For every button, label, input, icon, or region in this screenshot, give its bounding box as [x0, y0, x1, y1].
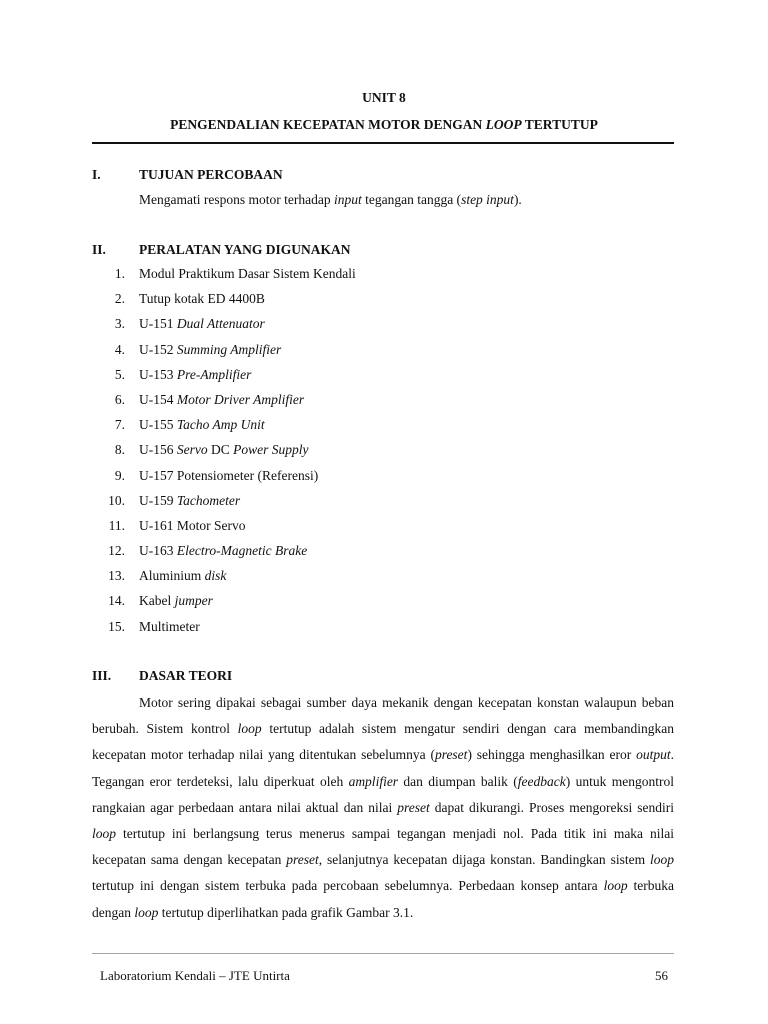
list-item-text: Electro-Magnetic Brake — [176, 543, 308, 559]
section-number-ii: II. — [92, 242, 106, 257]
italic-term: output — [636, 747, 671, 763]
equipment-list — [100, 265, 356, 643]
list-item-text: Multimeter — [139, 618, 200, 634]
list-item-text: DC — [207, 442, 234, 458]
list-item-text: Tachometer — [176, 492, 241, 508]
list-item — [100, 592, 356, 617]
italic-term: preset — [286, 852, 319, 868]
tujuan-text: Mengamati respons motor terhadap input tegangan tangga (step input). — [139, 192, 522, 207]
list-item-text: U-152 — [139, 341, 177, 357]
italic-term: feedback — [517, 773, 566, 789]
list-item-text: Dual Attenuator — [176, 316, 265, 332]
list-item-text: Tacho Amp Unit — [176, 417, 265, 433]
list-item-text: Modul Praktikum Dasar Sistem Kendali — [139, 266, 356, 281]
list-item-number: 10. — [108, 492, 125, 508]
section-number-iii: III. — [92, 668, 112, 683]
page-number: 56 — [655, 968, 668, 983]
list-item — [100, 517, 356, 542]
paragraph-text: tertutup ini dengan sistem terbuka pada percobaan sebelumnya. Perbedaan konsep antara — [92, 878, 604, 894]
title-divider — [92, 142, 674, 144]
paragraph-text: ) untuk mengontrol rangkaian agar perbedaan antara nilai aktual dan nilai — [92, 773, 674, 815]
list-item-text: U-161 Motor Servo — [139, 517, 246, 533]
list-item-text: jumper — [174, 593, 213, 609]
italic-term: loop — [134, 904, 159, 920]
list-item-number: 1. — [114, 266, 125, 281]
list-item-number: 6. — [114, 391, 125, 407]
list-item — [100, 341, 356, 366]
italic-term: preset — [434, 747, 468, 763]
section-heading-peralatan: PERALATAN YANG DIGUNAKAN — [139, 242, 351, 257]
list-item — [100, 492, 356, 517]
list-item-number: 11. — [108, 517, 125, 533]
list-item-text: U-157 Potensiometer (Referensi) — [139, 467, 319, 483]
paragraph-text: dan diumpan balik ( — [398, 773, 518, 789]
list-item — [100, 441, 356, 466]
list-item — [100, 542, 356, 567]
list-item — [100, 567, 356, 592]
paragraph-text: tertutup ini berlangsung terus menerus sampai tegangan menjadi nol. Pada titik ini maka nilai kecepatan sama dengan kecepatan — [92, 826, 674, 868]
section-heading-dasar-teori: DASAR TEORI — [139, 668, 233, 683]
list-item — [100, 290, 356, 315]
list-item — [100, 618, 356, 643]
list-item-number: 12. — [108, 543, 125, 559]
list-item-text: Motor Driver Amplifier — [176, 391, 305, 407]
list-item-number: 8. — [114, 442, 125, 458]
list-item-text: U-156 — [139, 442, 177, 458]
paragraph-text: dapat dikurangi. Proses mengoreksi sendiri — [429, 799, 674, 815]
list-item-text: Tutup kotak ED 4400B — [139, 291, 265, 307]
unit-heading: UNIT 8 — [362, 90, 406, 105]
list-item-text: U-155 — [139, 417, 177, 433]
italic-term: preset — [397, 799, 430, 815]
page-title: PENGENDALIAN KECEPATAN MOTOR DENGAN LOOP TERTUTUP — [170, 117, 598, 132]
list-item-number: 7. — [114, 417, 125, 433]
paragraph-text: , selanjutnya kecepatan dijaga konstan. Bandingkan sistem — [318, 852, 650, 868]
italic-term: loop — [92, 826, 117, 842]
list-item-text: disk — [204, 568, 227, 584]
list-item — [100, 366, 356, 391]
italic-term: loop — [237, 721, 262, 737]
list-item-number: 2. — [114, 291, 125, 307]
list-item-text: Power Supply — [233, 442, 309, 458]
list-item-number: 3. — [114, 316, 125, 332]
list-item — [100, 416, 356, 441]
list-item-text: Summing Amplifier — [176, 341, 282, 357]
list-item-text: Kabel — [139, 593, 175, 609]
dasar-teori-paragraph — [92, 690, 674, 926]
list-item-number: 13. — [108, 568, 125, 584]
list-item — [100, 265, 356, 290]
footer-divider — [92, 953, 674, 954]
list-item-number: 4. — [114, 341, 125, 357]
section-heading-tujuan: TUJUAN PERCOBAAN — [139, 167, 283, 182]
paragraph-text: ) sehingga menghasilkan eror — [467, 747, 637, 763]
list-item — [100, 391, 356, 416]
list-item-text: U-153 — [139, 366, 177, 382]
footer-lab-name: Laboratorium Kendali – JTE Untirta — [100, 968, 290, 983]
list-item-text: U-154 — [139, 391, 177, 407]
list-item-number: 5. — [114, 366, 125, 382]
list-item — [100, 467, 356, 492]
section-number-i: I. — [92, 167, 101, 182]
paragraph-text: tertutup adalah sistem mengatur sendiri dengan cara membandingkan kecepatan motor terhadap nilai yang ditentukan sebelumnya ( — [92, 721, 675, 763]
paragraph-text: tertutup diperlihatkan pada grafik Gambar 3.1. — [158, 904, 414, 920]
list-item-text: Aluminium — [139, 568, 205, 584]
italic-term: amplifier — [348, 773, 399, 789]
paragraph-text: . Tegangan eror terdeteksi, lalu diperkuat oleh — [92, 747, 674, 789]
paragraph-text: terbuka dengan — [92, 878, 674, 920]
italic-term: loop — [649, 852, 674, 868]
list-item-number: 15. — [108, 618, 125, 634]
list-item-number: 14. — [108, 593, 125, 609]
list-item-text: U-151 — [139, 316, 177, 332]
italic-term: loop — [603, 878, 628, 894]
list-item-text: Servo — [176, 442, 208, 458]
list-item-text: Pre-Amplifier — [176, 366, 252, 382]
list-item-text: U-159 — [139, 492, 177, 508]
list-item-number: 9. — [114, 467, 125, 483]
list-item — [100, 315, 356, 340]
list-item-text: U-163 — [139, 543, 177, 559]
paragraph-text: Motor sering dipakai sebagai sumber daya mekanik dengan kecepatan konstan walaupun beban berubah. Sistem kontrol — [92, 695, 674, 737]
